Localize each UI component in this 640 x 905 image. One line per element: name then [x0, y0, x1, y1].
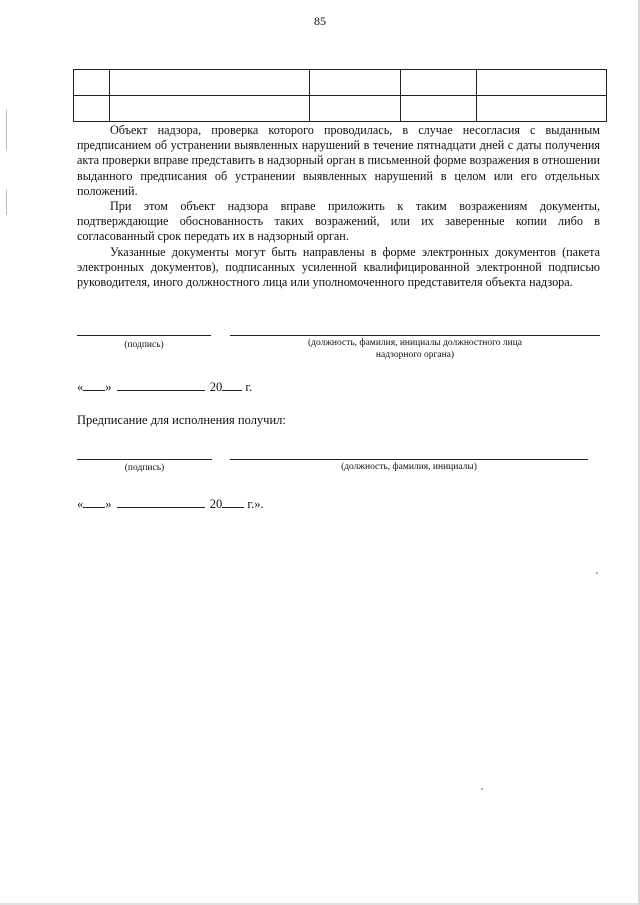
table-cell	[477, 96, 607, 122]
table-row	[74, 96, 607, 122]
table-cell	[401, 96, 477, 122]
position-caption-line-2: надзорного органа)	[375, 350, 455, 360]
date-field	[77, 495, 264, 512]
date-open-quote: «	[77, 380, 84, 394]
paragraph-attachments: При этом объект надзора вправе приложить к таким возражениям документы, подтверждающие обоснованность таких возражений, или их заверенные копии либо в согласованный срок передать их в надзорный орган.	[77, 199, 600, 244]
year-suffix: г.».	[247, 497, 264, 511]
month-blank	[117, 495, 205, 508]
table-cell	[401, 70, 477, 96]
paragraph-electronic: Указанные документы могут быть направлены в форме электронных документов (пакета электронных документов), подписанных усиленной квалифицированной электронной подписью руководителя, иного должностного лица или уполномоченного представителя объекта надзора.	[77, 244, 600, 290]
signature-caption: (подпись)	[124, 340, 164, 350]
table-cell	[74, 70, 110, 96]
date-open-quote: «	[77, 497, 84, 511]
page-number: 85	[314, 14, 326, 28]
scan-speck	[481, 788, 483, 790]
received-label: Предписание для исполнения получил:	[77, 413, 286, 427]
scan-margin-mark	[6, 190, 7, 215]
paragraph-objection: Объект надзора, проверка которого проводилась, в случае несогласия с выданным предписанием об устранении выявленных нарушений в течение пятнадцати дней с даты получения акта проверки вправе представить в надзорный орган в письменной форме возражения в отношении выданного предписания об устранении выявленных нарушений в целом или его отдельных положений.	[77, 123, 600, 198]
year-blank	[222, 495, 244, 508]
date-field	[77, 378, 252, 395]
position-line	[230, 459, 588, 460]
table-cell	[74, 96, 110, 122]
table-cell	[110, 70, 310, 96]
scan-margin-mark	[6, 110, 7, 150]
signature-caption: (подпись)	[124, 463, 165, 473]
signature-line	[77, 459, 212, 460]
date-close-quote: »	[105, 380, 112, 394]
body-text	[77, 123, 600, 290]
position-line	[230, 335, 600, 336]
table-cell	[477, 70, 607, 96]
position-caption: (должность, фамилия, инициалы)	[341, 462, 477, 472]
scan-speck	[596, 572, 598, 574]
day-blank	[83, 495, 105, 508]
day-blank	[83, 378, 105, 391]
table-cell	[110, 96, 310, 122]
table-cell	[310, 70, 401, 96]
form-table	[73, 69, 607, 122]
table-row	[74, 70, 607, 96]
year-blank	[222, 378, 242, 391]
year-suffix: г.	[245, 380, 253, 394]
signature-line	[77, 335, 211, 336]
year-prefix: 20	[209, 380, 223, 394]
month-blank	[117, 378, 205, 391]
year-prefix: 20	[209, 497, 223, 511]
table-cell	[310, 96, 401, 122]
date-close-quote: »	[105, 497, 112, 511]
position-caption-line-1: (должность, фамилия, инициалы должностного лица	[307, 338, 523, 348]
